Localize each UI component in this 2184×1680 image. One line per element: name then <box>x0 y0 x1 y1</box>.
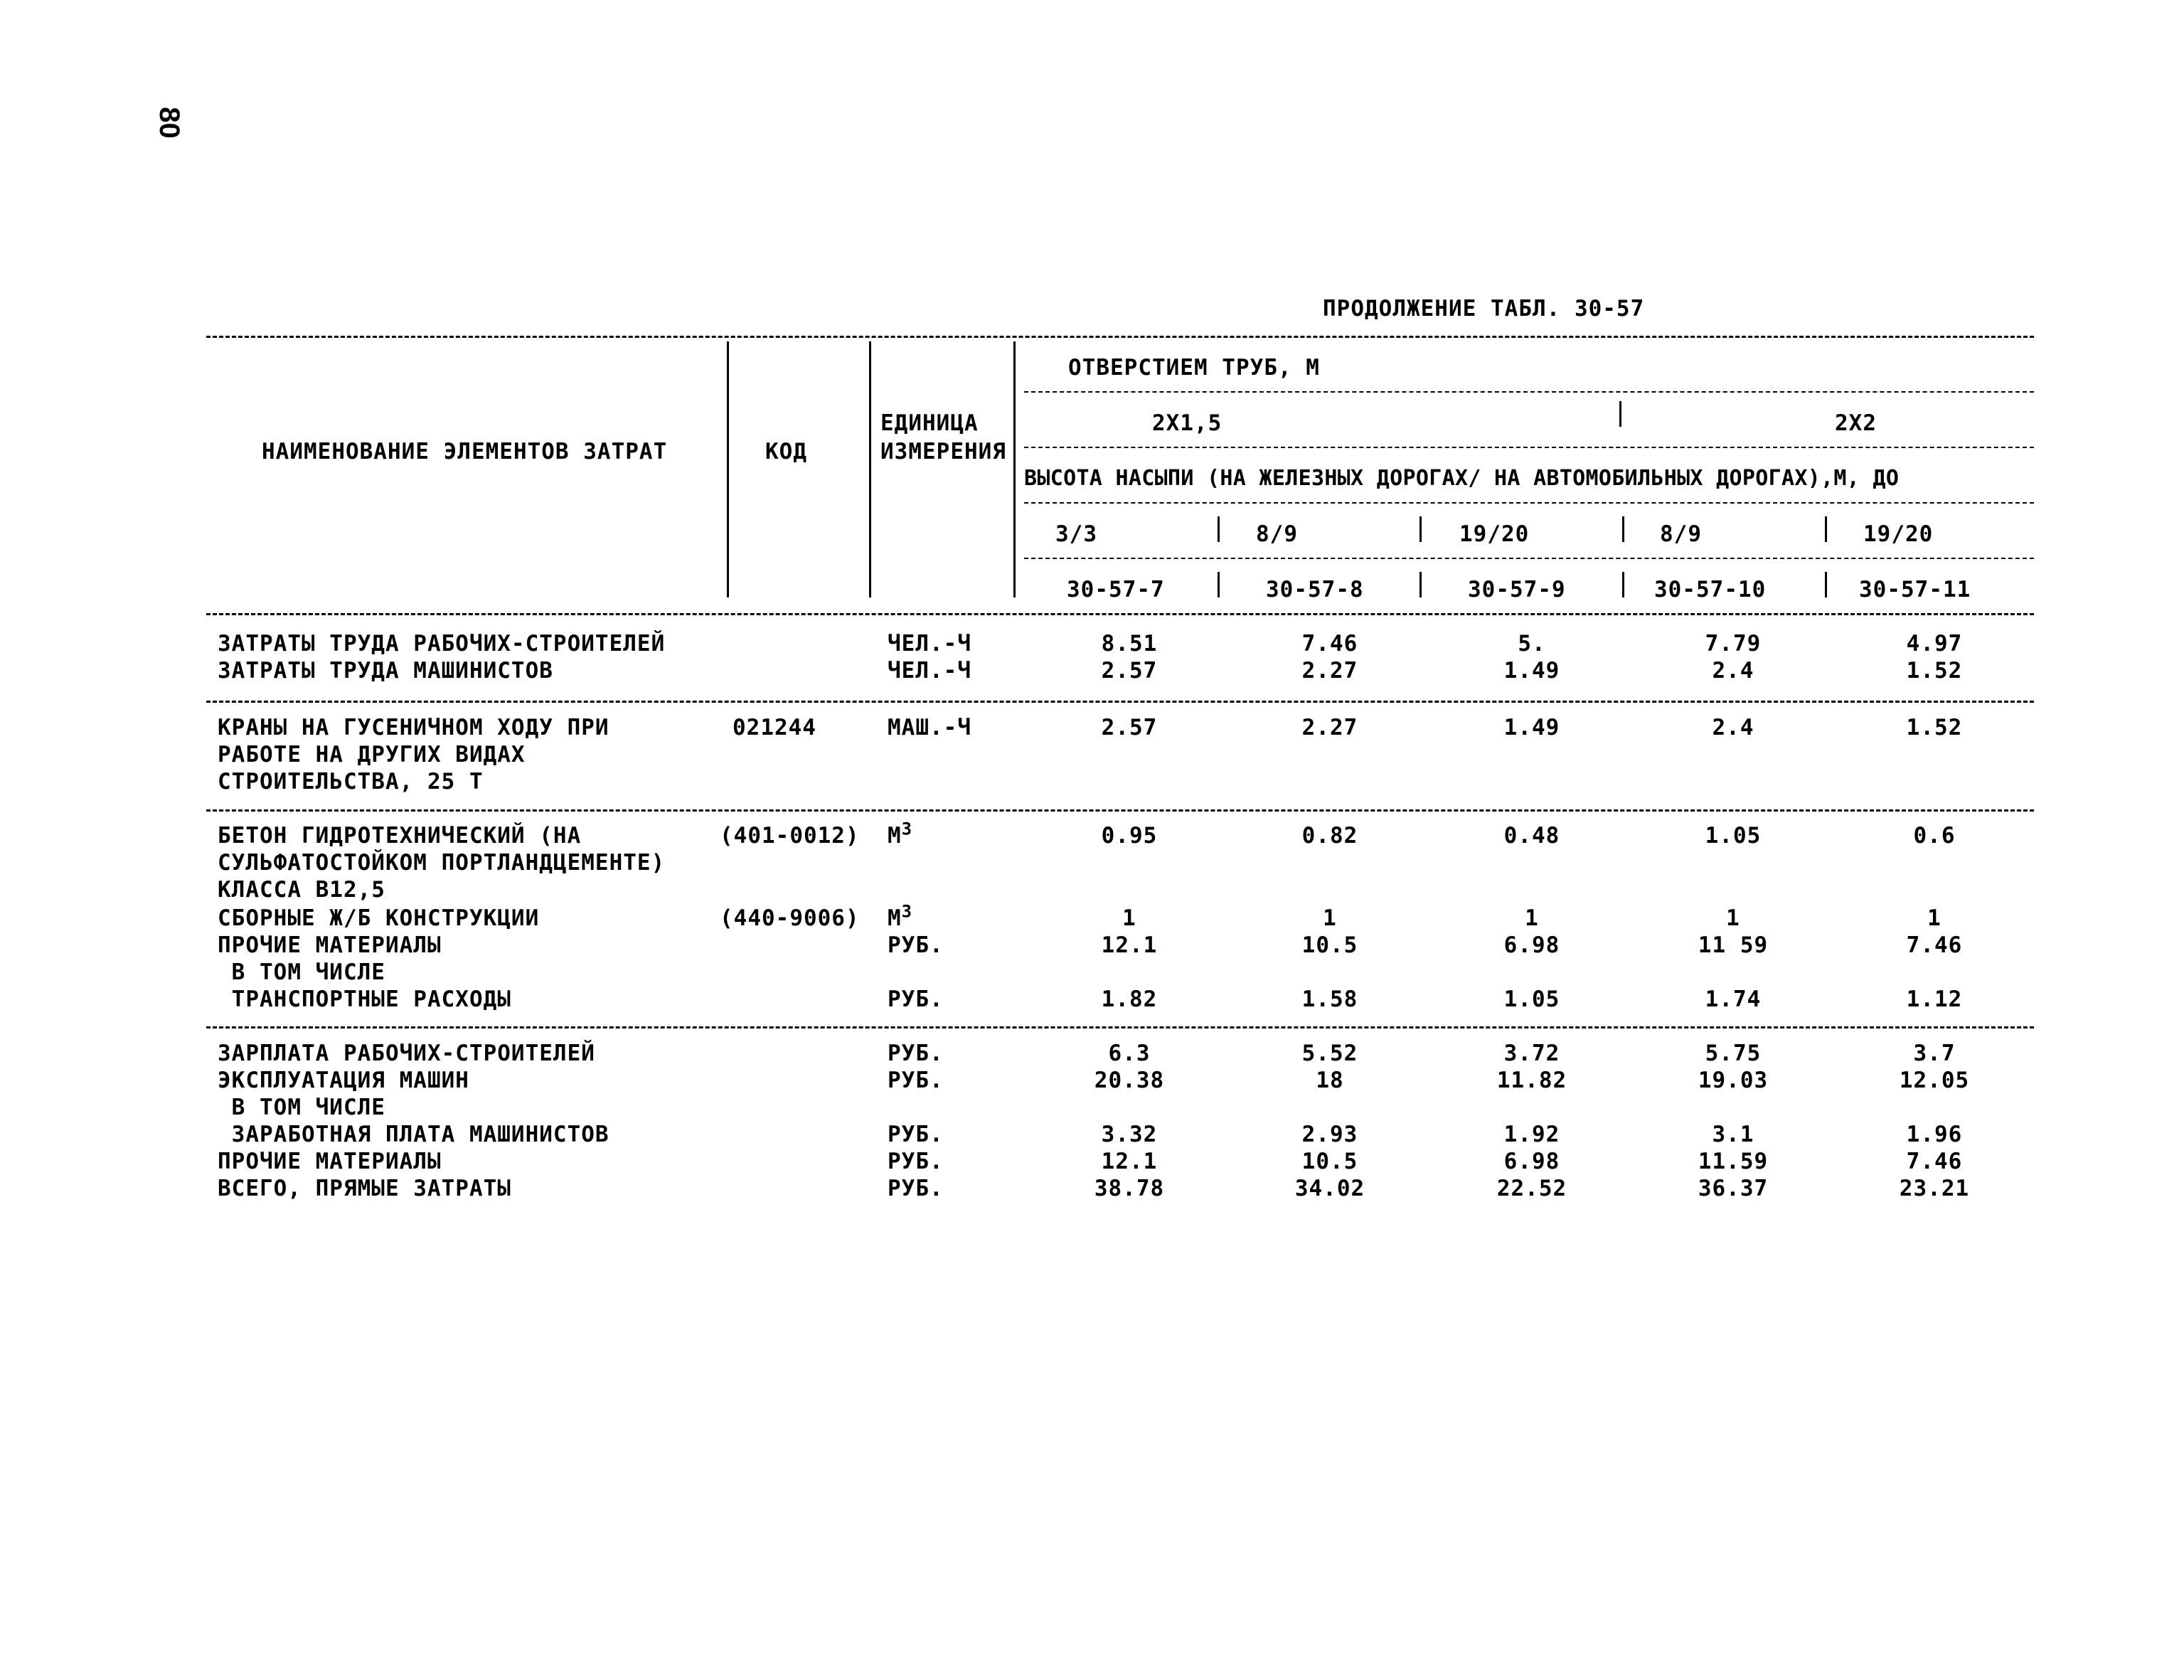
group-divider <box>1619 401 1621 427</box>
header-unit-line2: ИЗМЕРЕНИЯ <box>880 439 1006 464</box>
row-value-col-4: 11.59 <box>1698 1149 1769 1174</box>
row-value-col-3: 6.98 <box>1503 1149 1560 1174</box>
row-value-col-4: 1 <box>1726 905 1740 931</box>
row-value-col-1: 20.38 <box>1094 1068 1165 1093</box>
row-value-col-2: 1 <box>1323 905 1337 931</box>
row-value-col-5: 23.21 <box>1899 1176 1970 1201</box>
row-value-col-4: 2.4 <box>1712 658 1754 684</box>
row-name: РАБОТЕ НА ДРУГИХ ВИДАХ <box>218 742 526 767</box>
row-value-col-3: 1.05 <box>1503 987 1560 1012</box>
header-unit-line1: ЕДИНИЦА <box>880 410 979 436</box>
code-divider-3 <box>1622 572 1624 597</box>
row-value-col-5: 7.46 <box>1906 932 1963 958</box>
code-divider-2 <box>1419 572 1422 597</box>
row-value-col-5: 1 <box>1927 905 1941 931</box>
row-unit: РУБ. <box>888 932 944 958</box>
row-value-col-5: 4.97 <box>1906 631 1963 656</box>
row-value-col-2: 5.52 <box>1301 1041 1358 1066</box>
row-unit: РУБ. <box>888 1122 944 1147</box>
col-divider-code <box>727 341 729 597</box>
row-value-col-3: 3.72 <box>1503 1041 1560 1066</box>
row-value-col-3: 5. <box>1518 631 1546 656</box>
row-value-col-4: 36.37 <box>1698 1176 1769 1201</box>
row-unit: РУБ. <box>888 987 944 1012</box>
row-name: ЗАРАБОТНАЯ ПЛАТА МАШИНИСТОВ <box>218 1122 609 1147</box>
row-value-col-1: 38.78 <box>1094 1176 1165 1201</box>
row-name: ТРАНСПОРТНЫЕ РАСХОДЫ <box>218 987 511 1012</box>
row-value-col-3: 0.48 <box>1503 823 1560 849</box>
row-value-col-5: 1.12 <box>1906 987 1963 1012</box>
row-value-col-5: 1.52 <box>1906 715 1963 740</box>
row-name: В ТОМ ЧИСЛЕ <box>218 1095 385 1120</box>
row-value-col-4: 2.4 <box>1712 715 1754 740</box>
header-height-2: 8/9 <box>1256 521 1298 547</box>
row-value-col-1: 1 <box>1122 905 1136 931</box>
row-value-col-1: 3.32 <box>1101 1122 1158 1147</box>
row-value-col-4: 5.75 <box>1705 1041 1762 1066</box>
header-group-b: 2Х2 <box>1835 410 1877 436</box>
row-value-col-3: 1 <box>1525 905 1539 931</box>
header-code-3: 30-57-9 <box>1468 577 1566 602</box>
height-divider-4 <box>1825 516 1827 542</box>
row-value-col-1: 1.82 <box>1101 987 1158 1012</box>
row-value-col-2: 7.46 <box>1301 631 1358 656</box>
unit-text: М <box>888 905 902 931</box>
header-group-title: ОТВЕРСТИЕМ ТРУБ, М <box>1068 355 1320 381</box>
row-unit: РУБ. <box>888 1149 944 1174</box>
row-value-col-5: 1.52 <box>1906 658 1963 684</box>
row-unit: РУБ. <box>888 1176 944 1201</box>
height-divider-1 <box>1218 516 1220 542</box>
row-value-col-2: 34.02 <box>1294 1176 1365 1201</box>
header-code: КОД <box>765 439 807 464</box>
header-name: НАИМЕНОВАНИЕ ЭЛЕМЕНТОВ ЗАТРАТ <box>262 439 668 464</box>
header-rule-4 <box>1024 558 2034 559</box>
row-name: СБОРНЫЕ Ж/Б КОНСТРУКЦИИ <box>218 905 540 931</box>
unit-superscript: 3 <box>901 819 913 839</box>
section-rule-3 <box>206 1026 2034 1028</box>
row-value-col-3: 11.82 <box>1496 1068 1567 1093</box>
header-code-2: 30-57-8 <box>1266 577 1364 602</box>
row-value-col-1: 6.3 <box>1108 1041 1151 1066</box>
row-value-col-4: 1.74 <box>1705 987 1762 1012</box>
row-code: (401-0012) <box>720 823 860 849</box>
row-value-col-4: 19.03 <box>1698 1068 1769 1093</box>
row-value-col-2: 2.27 <box>1301 715 1358 740</box>
row-unit: ЧЕЛ.-Ч <box>888 658 971 684</box>
row-name: ЭКСПЛУАТАЦИЯ МАШИН <box>218 1068 469 1093</box>
row-value-col-1: 0.95 <box>1101 823 1158 849</box>
row-name: БЕТОН ГИДРОТЕХНИЧЕСКИЙ (НА <box>218 823 582 849</box>
row-value-col-2: 2.27 <box>1301 658 1358 684</box>
header-bottom-rule <box>206 613 2034 615</box>
header-rule-1 <box>1024 391 2034 393</box>
row-unit <box>888 901 913 932</box>
code-divider-4 <box>1825 572 1827 597</box>
row-unit <box>888 819 913 849</box>
header-rule-2 <box>1024 447 2034 448</box>
row-name: В ТОМ ЧИСЛЕ <box>218 959 385 985</box>
row-unit: РУБ. <box>888 1068 944 1093</box>
row-name: СТРОИТЕЛЬСТВА, 25 Т <box>218 769 484 794</box>
row-value-col-3: 1.92 <box>1503 1122 1560 1147</box>
row-value-col-3: 6.98 <box>1503 932 1560 958</box>
row-value-col-2: 0.82 <box>1301 823 1358 849</box>
row-value-col-4: 3.1 <box>1712 1122 1754 1147</box>
header-group-a: 2Х1,5 <box>1152 410 1222 436</box>
row-name: ПРОЧИЕ МАТЕРИАЛЫ <box>218 932 442 958</box>
row-value-col-5: 7.46 <box>1906 1149 1963 1174</box>
row-value-col-5: 0.6 <box>1913 823 1956 849</box>
code-divider-1 <box>1218 572 1220 597</box>
row-value-col-2: 2.93 <box>1301 1122 1358 1147</box>
row-value-col-1: 12.1 <box>1101 1149 1158 1174</box>
row-name: КЛАССА В12,5 <box>218 877 385 903</box>
header-height-1: 3/3 <box>1055 521 1097 547</box>
header-height-3: 19/20 <box>1459 521 1530 547</box>
row-unit: РУБ. <box>888 1041 944 1066</box>
table-caption: ПРОДОЛЖЕНИЕ ТАБЛ. 30-57 <box>1323 296 1645 321</box>
row-value-col-1: 2.57 <box>1101 715 1158 740</box>
row-code: 021244 <box>733 715 816 740</box>
section-rule-1 <box>206 701 2034 703</box>
row-unit: ЧЕЛ.-Ч <box>888 631 971 656</box>
row-value-col-4: 1.05 <box>1705 823 1762 849</box>
header-code-1: 30-57-7 <box>1067 577 1165 602</box>
header-height-5: 19/20 <box>1863 521 1934 547</box>
row-name: ПРОЧИЕ МАТЕРИАЛЫ <box>218 1149 442 1174</box>
row-value-col-4: 7.79 <box>1705 631 1762 656</box>
row-value-col-1: 8.51 <box>1101 631 1158 656</box>
row-value-col-3: 1.49 <box>1503 715 1560 740</box>
row-value-col-2: 1.58 <box>1301 987 1358 1012</box>
height-divider-2 <box>1419 516 1422 542</box>
row-name: ЗАТРАТЫ ТРУДА МАШИНИСТОВ <box>218 658 553 684</box>
row-code: (440-9006) <box>720 905 860 931</box>
row-value-col-2: 10.5 <box>1301 932 1358 958</box>
table-top-rule <box>206 336 2034 338</box>
row-name: КРАНЫ НА ГУСЕНИЧНОМ ХОДУ ПРИ <box>218 715 609 740</box>
row-value-col-2: 10.5 <box>1301 1149 1358 1174</box>
row-value-col-4: 11 59 <box>1698 932 1769 958</box>
col-divider-unit <box>869 341 871 597</box>
row-name: ЗАРПЛАТА РАБОЧИХ-СТРОИТЕЛЕЙ <box>218 1041 595 1066</box>
row-value-col-5: 12.05 <box>1899 1068 1970 1093</box>
row-value-col-1: 2.57 <box>1101 658 1158 684</box>
header-height-title: ВЫСОТА НАСЫПИ (НА ЖЕЛЕЗНЫХ ДОРОГАХ/ НА АВТОМОБИЛЬНЫХ ДОРОГАХ),М, ДО <box>1024 466 1900 491</box>
header-rule-3 <box>1024 502 2034 504</box>
row-value-col-5: 1.96 <box>1906 1122 1963 1147</box>
row-value-col-1: 12.1 <box>1101 932 1158 958</box>
unit-superscript: 3 <box>901 901 913 922</box>
header-height-4: 8/9 <box>1660 521 1702 547</box>
header-code-4: 30-57-10 <box>1654 577 1767 602</box>
header-code-5: 30-57-11 <box>1859 577 1971 602</box>
height-divider-3 <box>1622 516 1624 542</box>
page-number: 80 <box>153 107 185 139</box>
row-name: ВСЕГО, ПРЯМЫЕ ЗАТРАТЫ <box>218 1176 511 1201</box>
section-rule-2 <box>206 809 2034 812</box>
unit-text: М <box>888 823 902 849</box>
row-value-col-2: 18 <box>1316 1068 1344 1093</box>
col-divider-values <box>1013 341 1016 597</box>
row-value-col-3: 22.52 <box>1496 1176 1567 1201</box>
row-value-col-3: 1.49 <box>1503 658 1560 684</box>
row-name: ЗАТРАТЫ ТРУДА РАБОЧИХ-СТРОИТЕЛЕЙ <box>218 631 666 656</box>
row-unit: МАШ.-Ч <box>888 715 971 740</box>
row-name: СУЛЬФАТОСТОЙКОМ ПОРТЛАНДЦЕМЕНТЕ) <box>218 850 666 876</box>
row-value-col-5: 3.7 <box>1913 1041 1956 1066</box>
